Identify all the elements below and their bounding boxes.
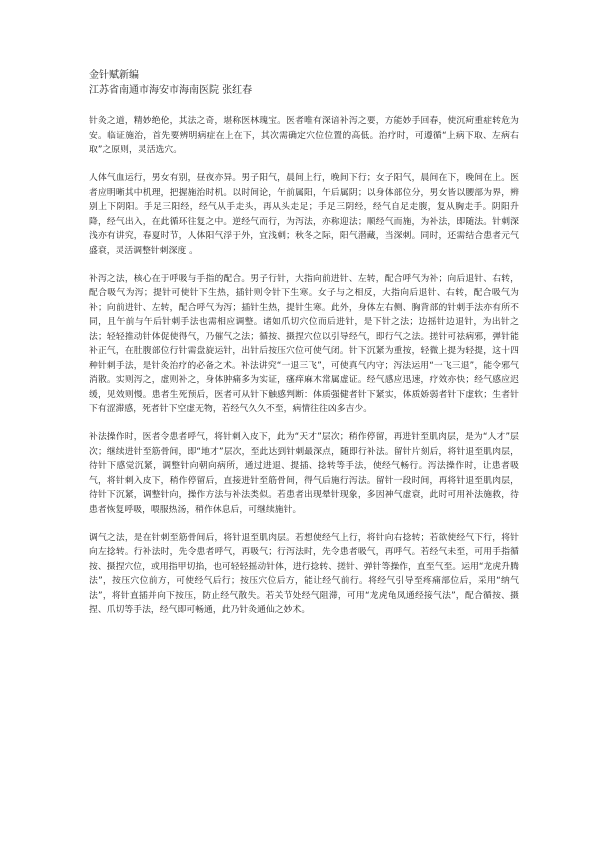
document-page	[89, 69, 519, 631]
paragraph-4: 补法操作时，医者令患者呼气，将针刺入皮下，此为“天才”层次；稍作停留，再进针至肌肉层，是为“人才”层次；继续进针至筋骨间，即“地才”层次，至此达到针刺最深点，随即行补法。留针片刻后，将针退至肌肉层，待针下感觉沉紧，调整针向朝向病所，通过进退、提插、捻转等手法，使经气畅行。泻法操作时，让患者吸气，将针刺入皮下，稍作停留后，直接进针至筋骨间，得气后施行泻法。留针一段时间，再将针退至肌肉层，待针下沉紧，调整针向，操作方法与补法类似。若患者出现晕针现象，多因神气虚衰，此时可用补法施救，待患者恢复呼吸，喂服热汤，稍作休息后，可继续施针。	[89, 432, 519, 515]
document-title: 金针赋新编	[89, 70, 139, 81]
paragraph-5: 调气之法，是在针刺至筋骨间后，将针退至肌肉层。若想使经气上行，将针向右捻转；若欲使经气下行，将针向左捻转。行补法时，先令患者呼气，再吸气；行泻法时，先令患者吸气，再呼气。若经气未至，可用手指循按、摄捏穴位，或用指甲切掐，也可轻轻摇动针体，进行捻转、搓针、弹针等操作，直至气至。运用“龙虎升腾法”，按压穴位前方，可使经气后行；按压穴位后方，能让经气前行。将经气引导至疼痛部位后，采用“纳气法”，将针直插并向下按压，防止经气散失。若关节处经气阻滞，可用“龙虎龟凤通经接气法”，配合循按、摄捏、爪切等手法，经气即可畅通，此乃针灸通仙之妙术。	[89, 532, 519, 615]
document-author: 江苏省南通市海安市海南医院 张红春	[89, 84, 253, 96]
paragraph-1: 针灸之道，精妙绝伦，其法之奇，堪称医林瑰宝。医者唯有深谙补泻之要，方能妙手回春，使沉疴重症转危为安。临证施治，首先要辨明病症在上在下，其次需确定穴位位置的高低。治疗时，可遵循“上病下取、左病右取”之原则，灵活选穴。	[89, 116, 519, 155]
paragraph-3: 补泻之法，核心在于呼吸与手指的配合。男子行针，大指向前进针、左转，配合呼气为补；向后退针、右转，配合吸气为泻；提针可使针下生热，插针则令针下生寒。女子与之相反，大指向后退针、右转，配合吸气为补；向前进针、左转，配合呼气为泻；插针生热，提针生寒。此外，身体左右侧、胸背部的针刺手法亦有所不同，且午前与午后针刺手法也需相应调整。诸如爪切穴位而后进针，是下针之法；边摇针边退针，为出针之法；轻轻推动针体促使得气，乃催气之法；循按、摄捏穴位以引导经气，即行气之法。搓针可祛病邪，弹针能补正气，在肚腹部位行针需盘旋运针，出针后按压穴位可使气闭。针下沉紧为重按，轻微上提为轻提，这十四种针刺手法，是针灸治疗的必备之术。补法讲究“一退三飞”，可使真气内守；泻法运用“一飞三退”，能令邪气消散。实则泻之，虚则补之，身体肿痛多为实证，瘙痒麻木常属虚证。经气感应迅速，疗效亦快；经气感应迟缓，见效则慢。患者生死预后，医者可从针下触感判断：体质强健者针下紧实，体质娇弱者针下虚软；生者针下有涩滞感，死者针下空虚无物，若经气久久不至，病情往往凶多吉少。	[89, 273, 519, 414]
document-body	[89, 114, 519, 618]
paragraph-2: 人体气血运行，男女有别，昼夜亦异。男子阳气，晨间上行，晚间下行；女子阳气，晨间在下，晚间在上。医者应明晰其中机理，把握施治时机。以时间论，午前属阳，午后属阴；以身体部位分，男女皆以腰部为界，辨别上下阴阳。手足三阳经，经气从手走头，再从头走足；手足三阴经，经气自足走腹，复从胸走手。阴阳升降，经气出入，在此循环往复之中。逆经气而行，为泻法，亦称迎法；顺经气而施，为补法，即随法。针刺深浅亦有讲究，春夏时节，人体阳气浮于外，宜浅刺；秋冬之际，阳气潜藏，当深刺。同时，还需结合患者元气盛衰，灵活调整针刺深度 。	[89, 173, 519, 256]
document-header	[89, 69, 519, 98]
